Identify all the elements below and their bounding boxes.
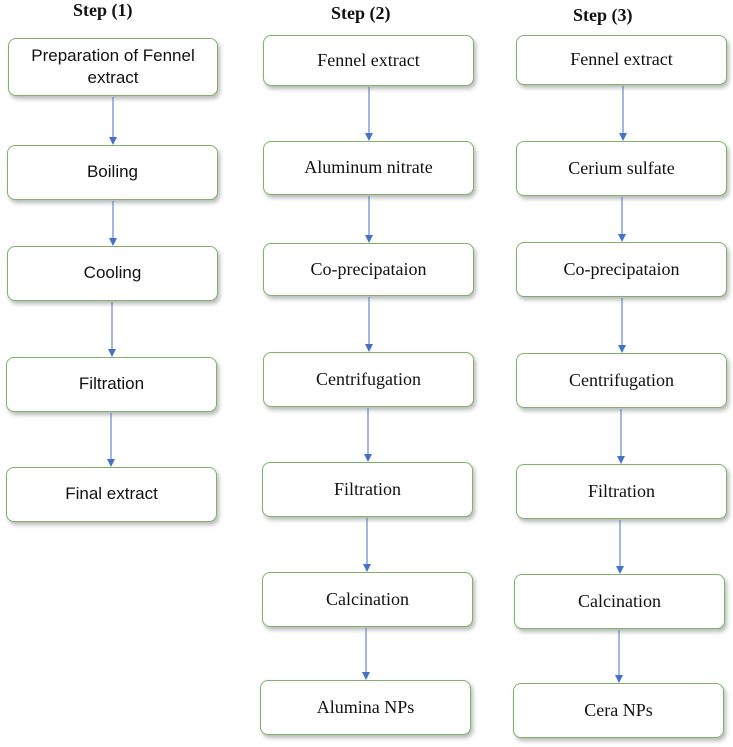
step-2-box-alumina-nps-label: Alumina NPs: [316, 696, 415, 717]
step-1-box-preparation-label: Preparation of Fennel extract: [31, 45, 195, 87]
step-1-box-final-extract-label: Final extract: [65, 484, 158, 504]
step-2-box-calcination-label: Calcination: [326, 588, 409, 609]
step-2-box-fennel-extract-label: Fennel extract: [317, 49, 420, 70]
step-3-box-fennel-extract-label: Fennel extract: [570, 49, 673, 70]
step-1-title: Step (1): [73, 0, 133, 20]
step-3-box-centrifugation-label: Centrifugation: [569, 369, 674, 390]
step-3-box-co-precipitation-label: Co-precipataion: [563, 258, 680, 279]
step-2-box-co-precipitation-label: Co-precipataion: [310, 258, 427, 279]
step-1-box-cooling-label: Cooling: [83, 263, 142, 283]
step-3-box-calcination-label: Calcination: [578, 590, 661, 611]
step-2-box-aluminum-nitrate-label: Aluminum nitrate: [304, 157, 433, 178]
step-3-title: Step (3): [573, 5, 633, 25]
step-1-box-filtration-label: Filtration: [78, 374, 145, 394]
step-2-title: Step (2): [331, 3, 391, 23]
step-3-box-cera-nps-label: Cera NPs: [584, 699, 653, 720]
step-3-box-filtration-label: Filtration: [588, 480, 655, 501]
step-3-box-cerium-sulfate-label: Cerium sulfate: [568, 157, 675, 178]
step-2-box-filtration-label: Filtration: [334, 478, 401, 499]
step-1-box-boiling-label: Boiling: [86, 162, 139, 182]
step-2-box-centrifugation-label: Centrifugation: [316, 368, 421, 389]
